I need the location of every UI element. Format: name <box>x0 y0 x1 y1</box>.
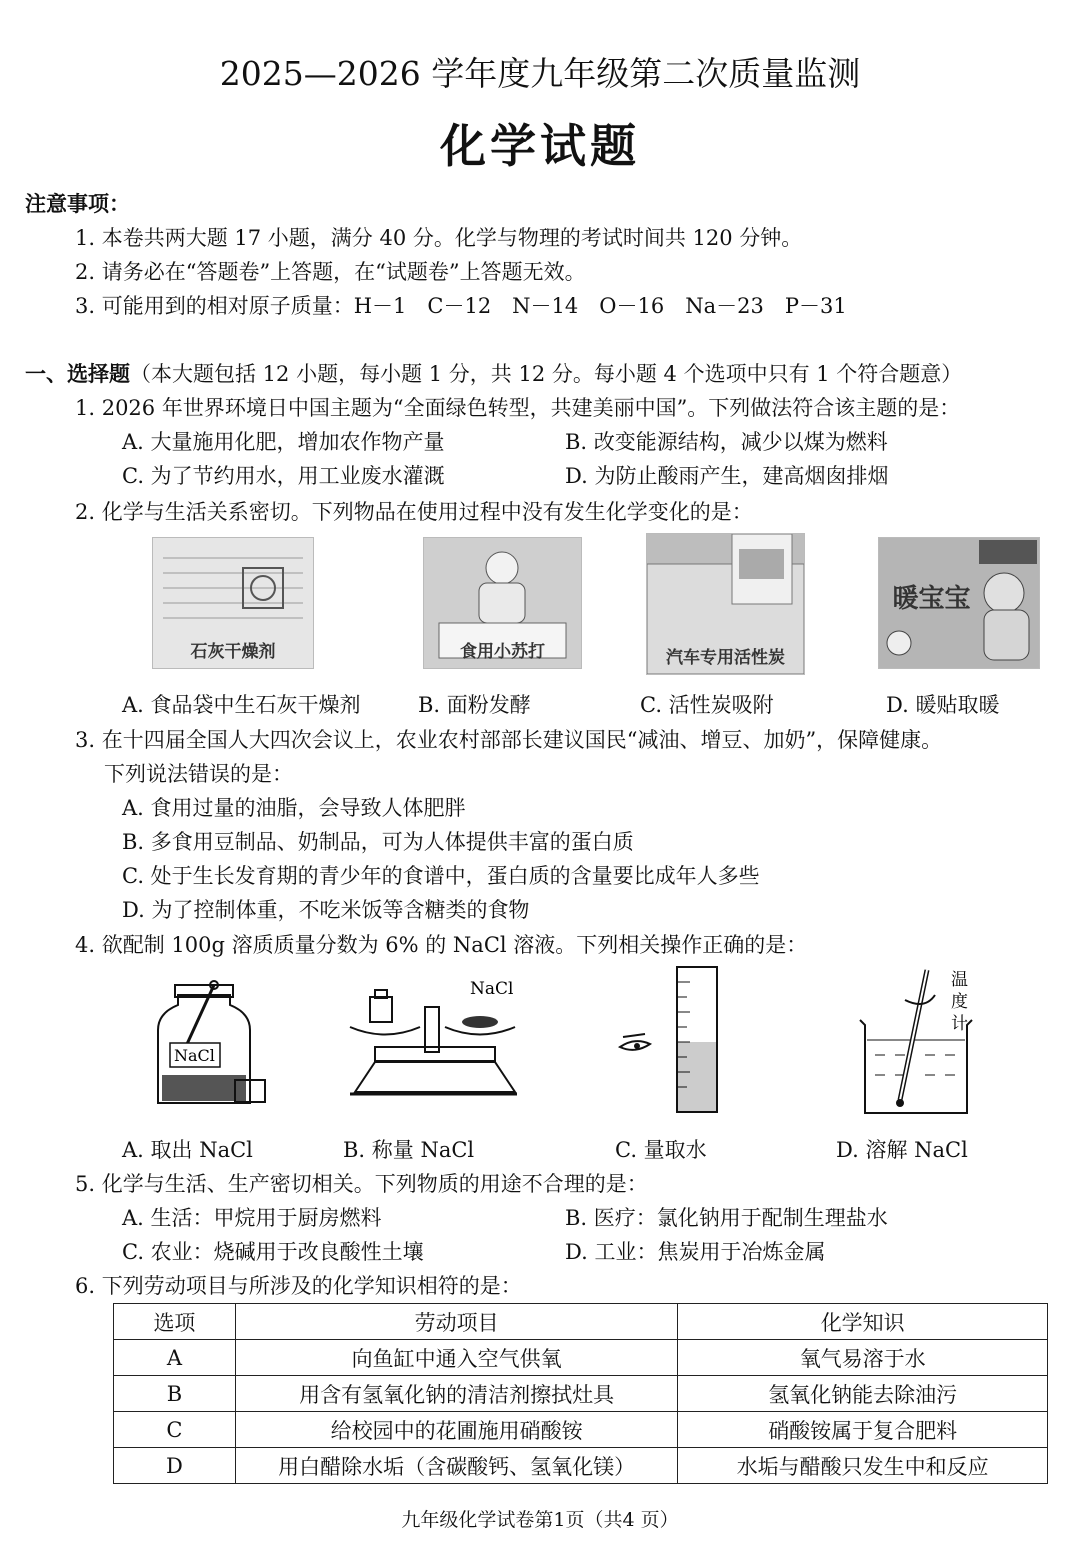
table-cell: 向鱼缸中通入空气供氧 <box>235 1340 678 1376</box>
labor-knowledge-table <box>113 1303 1048 1484</box>
table-header-row <box>114 1304 1048 1340</box>
option-a: A. 生活：甲烷用于厨房燃料 <box>122 1206 382 1230</box>
balance-figure <box>345 972 520 1112</box>
question-stem: 5. 化学与生活、生产密切相关。下列物质的用途不合理的是： <box>75 1172 648 1196</box>
table-cell: B <box>114 1376 236 1412</box>
hand-warmer-photo <box>878 537 1040 669</box>
question-stem-continued: 下列说法错误的是： <box>104 762 293 786</box>
option-d: D. 为防止酸雨产生，建高烟囱排烟 <box>565 464 889 488</box>
question-stem: 6. 下列劳动项目与所涉及的化学知识相符的是： <box>75 1274 522 1298</box>
thermometer-label-3: 计 <box>951 1014 968 1034</box>
note-item: 3. 可能用到的相对原子质量：H－1 C－12 N－14 O－16 Na－23 P－31 <box>75 294 847 318</box>
balance-label: NaCl <box>470 979 514 999</box>
section-title: 一、选择题 <box>25 362 130 386</box>
option-c: C. 农业：烧碱用于改良酸性土壤 <box>122 1240 424 1264</box>
option-c: C. 活性炭吸附 <box>640 693 774 717</box>
option-c: C. 量取水 <box>615 1138 707 1162</box>
option-d: D. 暖贴取暖 <box>886 693 1000 717</box>
option-c: C. 处于生长发育期的青少年的食谱中，蛋白质的含量要比成年人多些 <box>122 864 760 888</box>
table-header: 劳动项目 <box>235 1304 678 1340</box>
table-cell: 用含有氢氧化钠的清洁剂擦拭灶具 <box>235 1376 678 1412</box>
page-footer: 九年级化学试卷第1页（共4 页） <box>401 1509 679 1531</box>
table-row <box>114 1412 1048 1448</box>
thermometer-label-1: 温 <box>951 970 968 990</box>
table-cell: 用白醋除水垢（含碳酸钙、氢氧化镁） <box>235 1448 678 1484</box>
notes-heading: 注意事项： <box>25 192 130 216</box>
activated-carbon-photo <box>646 533 805 675</box>
question-stem: 4. 欲配制 100g 溶质质量分数为 6% 的 NaCl 溶液。下列相关操作正确的是： <box>75 933 808 957</box>
question-stem: 2. 化学与生活关系密切。下列物品在使用过程中没有发生化学变化的是： <box>75 500 753 524</box>
option-b: B. 多食用豆制品、奶制品，可为人体提供丰富的蛋白质 <box>122 830 634 854</box>
option-b: B. 称量 NaCl <box>343 1138 475 1162</box>
activated-carbon-label: 汽车专用活性炭 <box>666 648 785 668</box>
section-heading <box>25 358 962 388</box>
table-row <box>114 1376 1048 1412</box>
baking-soda-label: 食用小苏打 <box>460 642 545 662</box>
option-b: B. 改变能源结构，减少以煤为燃料 <box>565 430 888 454</box>
table-header: 选项 <box>114 1304 236 1340</box>
table-cell: 氢氧化钠能去除油污 <box>678 1376 1048 1412</box>
measuring-cylinder-figure <box>615 962 725 1117</box>
table-cell: 给校园中的花圃施用硝酸铵 <box>235 1412 678 1448</box>
subject-title: 化学试题 <box>440 119 640 173</box>
table-row <box>114 1340 1048 1376</box>
note-item: 2. 请务必在“答题卷”上答题，在“试题卷”上答题无效。 <box>75 260 586 284</box>
option-d: D. 为了控制体重，不吃米饭等含糖类的食物 <box>122 898 530 922</box>
table-cell: 水垢与醋酸只发生中和反应 <box>678 1448 1048 1484</box>
option-d: D. 溶解 NaCl <box>836 1138 968 1162</box>
exam-title: 2025—2026 学年度九年级第二次质量监测 <box>219 54 861 93</box>
option-d: D. 工业：焦炭用于冶炼金属 <box>565 1240 826 1264</box>
option-a: A. 取出 NaCl <box>122 1138 253 1162</box>
table-row <box>114 1448 1048 1484</box>
table-cell: 氧气易溶于水 <box>678 1340 1048 1376</box>
table-cell: 硝酸铵属于复合肥料 <box>678 1412 1048 1448</box>
question-stem: 3. 在十四届全国人大四次会议上，农业农村部部长建议国民“减油、增豆、加奶”，保障健康。 <box>75 728 943 752</box>
question-stem: 1. 2026 年世界环境日中国主题为“全面绿色转型，共建美丽中国”。下列做法符合该主题的是： <box>75 396 961 420</box>
table-cell: D <box>114 1448 236 1484</box>
option-a: A. 食品袋中生石灰干燥剂 <box>122 693 361 717</box>
note-item: 1. 本卷共两大题 17 小题，满分 40 分。化学与物理的考试时间共 120 分钟。 <box>75 226 803 250</box>
desiccant-photo <box>152 537 314 669</box>
table-cell: C <box>114 1412 236 1448</box>
table-header: 化学知识 <box>678 1304 1048 1340</box>
baking-soda-photo <box>423 537 582 669</box>
desiccant-label: 石灰干燥剂 <box>190 642 276 662</box>
hand-warmer-label: 暖宝宝 <box>892 584 971 614</box>
option-b: B. 面粉发酵 <box>418 693 531 717</box>
option-b: B. 医疗：氯化钠用于配制生理盐水 <box>565 1206 888 1230</box>
reagent-jar-figure <box>150 975 270 1110</box>
beaker-thermometer-figure <box>855 965 985 1120</box>
option-a: A. 大量施用化肥，增加农作物产量 <box>122 430 445 454</box>
option-c: C. 为了节约用水，用工业废水灌溉 <box>122 464 445 488</box>
jar-label: NaCl <box>174 1046 215 1065</box>
thermometer-label-2: 度 <box>951 992 968 1012</box>
table-cell: A <box>114 1340 236 1376</box>
section-desc: （本大题包括 12 小题，每小题 1 分，共 12 分。每小题 4 个选项中只有 1 个符合题意） <box>130 362 963 386</box>
option-a: A. 食用过量的油脂，会导致人体肥胖 <box>122 796 466 820</box>
